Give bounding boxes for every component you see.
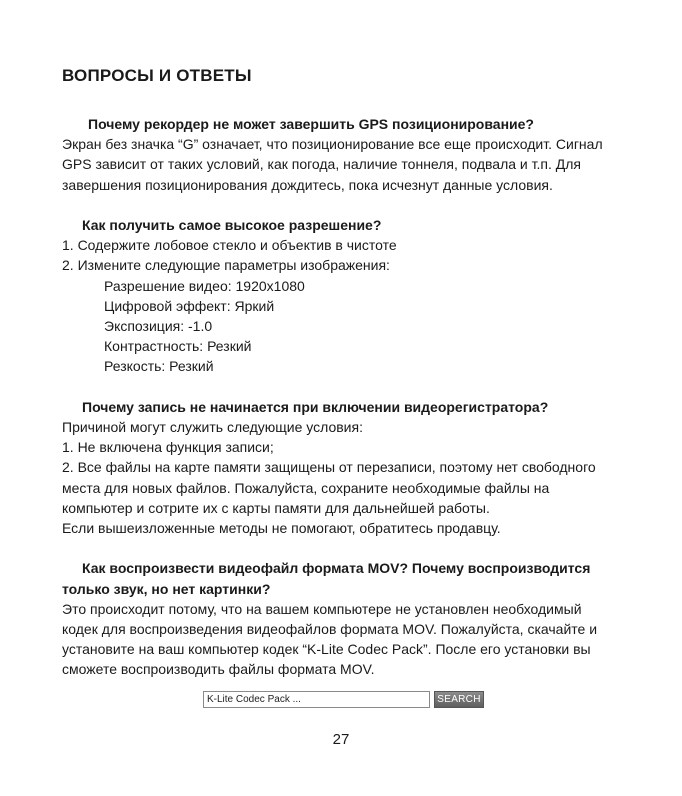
setting-contrast: Контрастность: Резкий [104,338,252,355]
answer-line: Это происходит потому, что на вашем компьютере не установлен необходимый [62,600,582,617]
answer-line: 1. Не включена функция записи; [62,439,274,456]
setting-resolution: Разрешение видео: 1920x1080 [104,277,305,294]
question-mov: Как воспроизвести видеофайл формата MOV? Почему воспроизводится [82,560,591,577]
answer-line: Если вышеизложенные методы не помогают, обратитесь продавцу. [62,520,501,537]
spacer [62,377,652,397]
spacer [62,538,652,558]
answer-line: GPS зависит от таких условий, как погода, наличие тоннеля, подвала и т.п. Для [62,156,581,173]
answer-line: компьютер и сотрите их с карты памяти для дальнейшей работы. [62,499,490,516]
search-button[interactable]: SEARCH [434,691,484,708]
setting-sharpness: Резкость: Резкий [104,358,214,375]
setting-digital-effect: Цифровой эффект: Яркий [104,297,275,314]
question-recording: Почему запись не начинается при включении видеорегистратора? [82,398,549,415]
question-gps: Почему рекордер не может завершить GPS позиционирование? [88,116,534,132]
question-resolution: Как получить самое высокое разрешение? [82,217,382,233]
question-mov-continued: только звук, но нет картинки? [62,580,271,597]
answer-line: установите на ваш компьютер кодек “K-Lite Codec Pack”. После его установки вы [62,641,591,658]
answer-line: кодек для воспроизведения видеофайлов формата MOV. Пожалуйста, скачайте и [62,621,598,638]
search-input[interactable] [203,691,430,708]
faq-content [62,114,652,680]
search-bar [203,691,484,708]
page-title: ВОПРОСЫ И ОТВЕТЫ [62,66,252,85]
spacer [62,195,652,215]
answer-line: завершения позиционирования дождитесь, пока исчезнут данные условия. [62,176,553,193]
answer-line: 2. Все файлы на карте памяти защищены от перезаписи, поэтому нет свободного [62,459,596,476]
answer-line: сможете воспроизводить файлы формата MOV. [62,661,375,678]
answer-line: 2. Измените следующие параметры изображения: [62,257,390,274]
answer-line: 1. Содержите лобовое стекло и объектив в чистоте [62,237,397,254]
answer-line: Экран без значка “G” означает, что позиционирование все еще происходит. Сигнал [62,136,603,153]
answer-line: Причиной могут служить следующие условия: [62,419,363,436]
setting-exposure: Экспозиция: -1.0 [104,318,213,335]
answer-line: места для новых файлов. Пожалуйста, сохраните необходимые файлы на [62,479,550,496]
page-number: 27 [332,731,350,748]
